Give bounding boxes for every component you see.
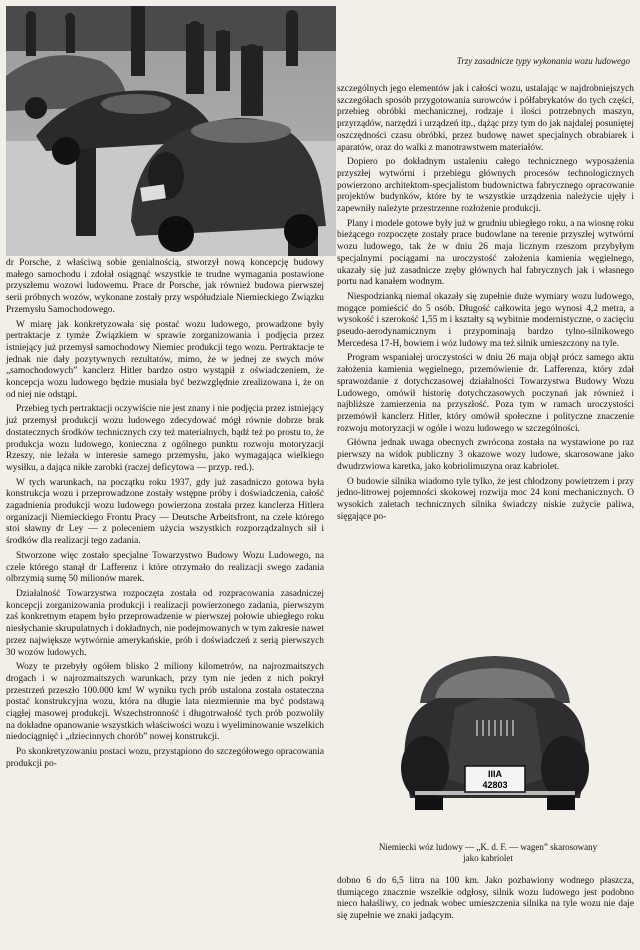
left-paragraph: Wozy te przebyły ogółem blisko 2 miliony kilometrów, na najrozmaitszych drogach i w najrozmaitszych warunkach, przy tym nie jeden z nich pokrył przestrzeń przeszło 100.000 km! W wyniku tych prób ustalona została ostateczna postać konstrukcyjna wozu, która na długie lata niezmiennie ma być podstawą ciągłej masowej produkcji. Wszechstronność i długotrwałość tych prób pozwoliły na dokładne opanowanie wszystkich właściwości wozu i wyeliminowanie wszelkich niedociągnięć i „dziecinnych chorób” nowej konstrukcji. [6, 662, 324, 743]
right-column-top [337, 84, 634, 526]
bottom-caption-line1: Niemiecki wóz ludowy — „K. d. F. — wagen” skarosowany [378, 842, 598, 852]
right-paragraph: Główna jednak uwaga obecnych zwrócona została na wystawione po raz pierwszy na widok publiczny 3 okazowe wozy ludowe, skarosowane jako dwudrzwiowa karetka, jako kobriolimuzyna oraz kabriolet. [337, 438, 634, 472]
right-paragraph: Niespodzianką niemal okazały się zupełnie duże wymiary wozu ludowego, mogące pomieścić do 5 osób. Długość całkowita jego wynosi 4,2 metra, a wysokość i szerokość 1,55 m i kształty są wybitnie modernistyczne, o zacięciu pseudo-aerodynamicznym i przypominają bardzo tylno-silnikowego Mercedesa 17-H, bowiem i wóz ludowy ma też silnik umieszczony na tyle. [337, 291, 634, 349]
right-paragraph: Dopiero po dokładnym ustaleniu całego technicznego wyposażenia przyszłej wytwórni i przebiegu głównych procesów technologicznych powierzono architektom-specjalistom budownictwa fabrycznego opracowanie projektów budynków, które by te wszystkie urządzenia należycie ujęły i zapewniły należyte przestrzenne rozłożenie produkcji. [337, 157, 634, 215]
left-column [6, 258, 324, 774]
right-paragraph: O budowie silnika wiadomo tyle tylko, że jest chłodzony powietrzem i przy jedno-litrowej pojemności skokowej rozwija moc 24 koni mechanicznych. O wysokich zaletach technicznych silnika świadczy niskie zużycie paliwa, sięgające po- [337, 476, 634, 522]
right-paragraph: szczególnych jego elementów jak i całości wozu, ustalając w najdrobniejszych szczegółach sposób przygotowania surowców i półfabrykatów do tych części, przebieg obróbki mechanicznej, rodzaje i ilości potrzebnych maszyn, przyrządów, narzędzi i urządzeń itp., dążąc przy tym do jak najdalej posuniętej oszczędności czasu obróbki, przez budowę nawet specjalnych obrabiarek i aparatów, oraz do walki z manotrawstwem materiałów. [337, 84, 634, 153]
left-paragraph: W miarę jak konkretyzowała się postać wozu ludowego, prowadzone były pertraktacje z tymże Związkiem w sprawie zorganizowania i podjęcia przez istniejący już przemysł samochodowy Niemiec produkcji tego wozu. Pertraktacje te jednak nie dały pozytywnych rezultatów, mimo, że w jednej ze swych mów „samochodowych” kanclerz Hitler bardzo ostro wystąpił z oświadczeniem, że koncepcja wozu ludowego będzie musiała być bezwzględnie zrealizowana i, że on od niej nie odstąpi. [6, 319, 324, 400]
right-paragraph: dobno 6 do 6,5 litra na 100 km. Jako pozbawiony wodnego płaszcza, tłumiącego znacznie wszelkie odgłosy, silnik wozu ludowego jest podobno nieco hałaśliwy, co jednak wobec umieszczenia silnika na tyle wozu nie daje się zupełnie we znaki jadącym. [337, 876, 634, 922]
right-paragraph: Plany i modele gotowe były już w grudniu ubiegłego roku, a na wiosnę roku bieżącego rozpoczęte zostały prace budowlane na terenie przyszłej wytwórni wozu ludowego, tak że w dniu 26 maja licznym rzeszom przybyłym specjalnymi pociągami na uroczystość założenia kamienia węgielnego, ukazały się już zasadnicze zręby głównych hal fabrycznych jak i własnego portu nad kanałem wodnym. [337, 218, 634, 288]
header-caption: Trzy zasadnicze typy wykonania wozu ludowego [456, 56, 630, 66]
plate-line1: IIIA [487, 769, 503, 779]
left-paragraph: Stworzone więc zostało specjalne Towarzystwo Budowy Wozu Ludowego, na czele którego stanął dr Lafferenz i które otrzymało do realizacji swego zadania olbrzymią sumę 50 milionów marek. [6, 550, 324, 585]
left-paragraph: Po skonkretyzowaniu postaci wozu, przystąpiono do szczegółowego opracowania produkcji po- [6, 747, 324, 769]
left-paragraph: W tych warunkach, na początku roku 1937, gdy już zasadniczo gotowa była konstrukcja wozu i przeprowadzone zostały wstępne próby i doświadczenia, całość zagadnienia produkcji wozu ludowego powierzona została przez kanclerza Hitlera organizacji Niemieckiego Frontu Pracy — Deutsche Arbeitsfront, na czele którego stoi sławny dr Ley — z poleceniem użycia wszystkich rozporządzalnych sił i środków dla realizacji tego zadania. [6, 477, 324, 547]
left-paragraph: dr Porsche, z właściwą sobie genialnością, stworzył nową koncepcję budowy małego samochodu i zdołał osiągnąć wszystkie te trudne wymagania postawione przyszłemu wozowi ludowemu. Prace dr Porsche, jak również budowa pierwszej serii próbnych wozów, wykonane zostały przy współudziale Niemieckiego Związku Przemysłu Samochodowego. [6, 258, 324, 315]
right-paragraph: Program wspaniałej uroczystości w dniu 26 maja objął prócz samego aktu założenia kamienia węgielnego, przemówienie dr. Lafferenza, który zdał sprawozdanie z dotychczasowej działalności Towarzystwa Budowy Wozu Ludowego, omówił historię dotychczasowych poczynań jak również i najbliższe zamierzenia na przyszłość. Poza tym w ramach uroczystości przemówił kanclerz Hitler, który omówił społeczne i polityczne znaczenie rozwoju motoryzacji w ogóle i wozu ludowego w szczególności. [337, 353, 634, 434]
bottom-caption-line2: jako kabriolet [463, 853, 513, 863]
photo-three-cars [6, 6, 336, 256]
left-paragraph: Działalność Towarzystwa rozpoczęta została od rozpracowania zasadniczej koncepcji zorganizowania produkcji i realizacji powierzonego zadania, pierwszym zaś konkretnym etapem było przeprowadzenie w pierwszej połowie ubiegłego roku niesłychanie skrupulatnych i dokładnych, nie podejmowanych w tym zakresie nawet przez największe wytwórnie amerykańskie, prób i doświadczeń z serią pierwszych 30 wozów ludowych. [6, 588, 324, 658]
bottom-caption [342, 842, 634, 864]
right-column-bottom [337, 876, 634, 926]
photo-three-cars-graphic [6, 6, 336, 256]
plate-line2: 42803 [482, 780, 508, 790]
photo-cabriolet-graphic [395, 648, 595, 816]
photo-cabriolet [395, 648, 595, 816]
left-paragraph: Przebieg tych pertraktacji oczywiście nie jest znany i nie podjęcia przez istniejący już przemysł produkcji wozu ludowego zdecydować mógł równie dobrze brak dostatecznych środków technicznych czy też materialnych, bądź też po prostu to, że produkcja wozu ludowego, konieczna z ogólnego punktu rozwoju motoryzacji Rzeszy, nie leżała w interesie samego przemysłu, jako wymagająca wielkiego wysiłku, a dająca nikłe zarobki (raczej deficytowa — przyp. red.). [6, 404, 324, 473]
